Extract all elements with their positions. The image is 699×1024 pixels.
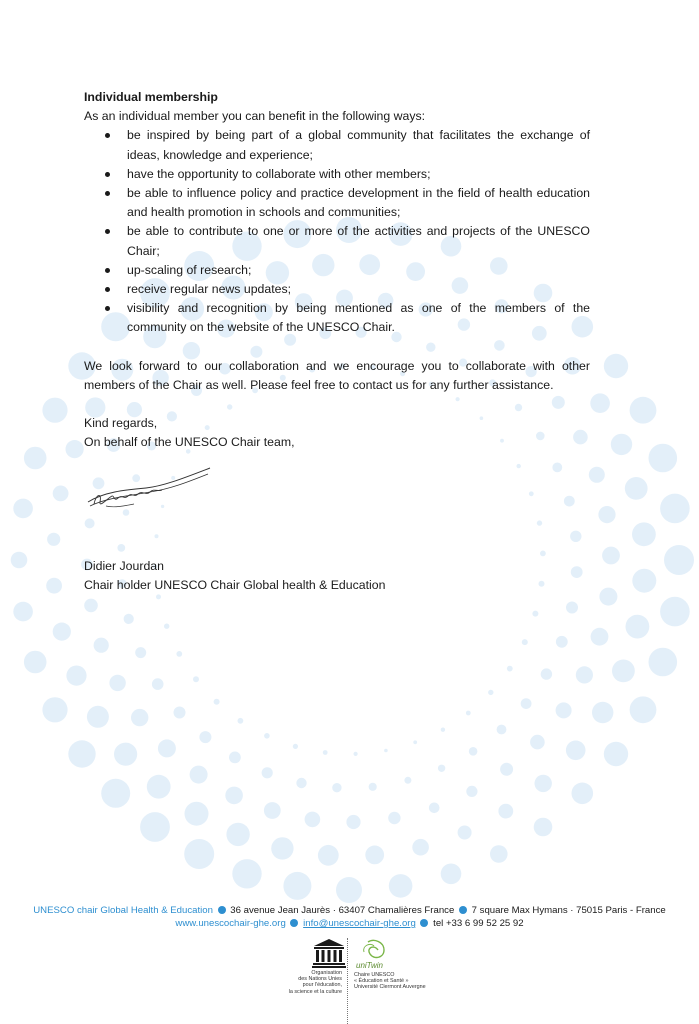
decorative-dot <box>42 398 67 423</box>
decorative-dot <box>517 464 521 468</box>
decorative-dot <box>87 706 109 728</box>
decorative-dot <box>271 837 293 859</box>
list-item <box>84 184 590 222</box>
decorative-dot <box>84 599 98 613</box>
decorative-dot <box>365 846 384 865</box>
unitwin-logo-icon <box>354 938 392 972</box>
decorative-dot <box>140 812 170 842</box>
decorative-dot <box>566 741 586 761</box>
decorative-dot <box>305 812 321 828</box>
decorative-dot <box>535 775 552 792</box>
bullet-icon <box>105 229 110 234</box>
decorative-dot <box>296 778 306 788</box>
decorative-dot <box>498 804 513 819</box>
decorative-dot <box>13 602 33 622</box>
decorative-dot <box>521 698 532 709</box>
decorative-dot <box>388 812 400 824</box>
partner-logos <box>288 938 440 1024</box>
decorative-dot <box>193 676 199 682</box>
decorative-dot <box>336 877 362 903</box>
bullet-icon <box>105 172 110 177</box>
decorative-dot <box>318 845 339 866</box>
decorative-dot <box>571 566 583 578</box>
footer-website[interactable]: www.unescochair-ghe.org <box>175 918 286 929</box>
blue-dot-icon <box>459 906 467 914</box>
decorative-dot <box>264 733 270 739</box>
decorative-dot <box>413 740 417 744</box>
decorative-dot <box>630 397 657 424</box>
decorative-dot <box>117 544 125 552</box>
decorative-dot <box>190 766 208 784</box>
decorative-dot <box>24 651 47 674</box>
decorative-dot <box>576 666 593 683</box>
letter-body <box>84 88 590 452</box>
decorative-dot <box>226 823 249 846</box>
decorative-dot <box>68 740 95 767</box>
blue-dot-icon <box>290 919 298 927</box>
decorative-dot <box>632 569 656 593</box>
unitwin-chair-text <box>354 972 444 991</box>
decorative-dot <box>660 597 690 627</box>
decorative-dot <box>660 494 690 524</box>
unitwin-line: « Éducation et Santé » <box>354 978 409 985</box>
unesco-line: pour l'éducation, <box>302 982 342 989</box>
footer-address-line <box>0 904 699 917</box>
decorative-dot <box>438 765 445 772</box>
decorative-dot <box>109 675 125 691</box>
list-item <box>84 299 590 337</box>
logo-divider <box>347 938 349 1024</box>
decorative-dot <box>135 647 146 658</box>
letterhead-footer <box>0 904 699 930</box>
signer-block <box>84 557 385 595</box>
decorative-dot <box>540 551 546 557</box>
decorative-dot <box>570 531 581 542</box>
decorative-dot <box>124 614 134 624</box>
blue-dot-icon <box>420 919 428 927</box>
decorative-dot <box>85 518 95 528</box>
decorative-dot <box>604 742 628 766</box>
decorative-dot <box>66 440 84 458</box>
unesco-logo-icon <box>312 938 346 968</box>
decorative-dot <box>94 638 109 653</box>
decorative-dot <box>441 864 462 885</box>
list-item <box>84 261 590 280</box>
intro-text: As an individual member you can benefit in the following ways: <box>84 109 426 124</box>
decorative-dot <box>225 787 243 805</box>
decorative-dot <box>152 678 164 690</box>
decorative-dot <box>534 818 553 837</box>
decorative-dot <box>532 611 538 617</box>
decorative-dot <box>13 499 33 519</box>
decorative-dot <box>232 859 261 888</box>
decorative-dot <box>101 779 130 808</box>
decorative-dot <box>176 651 182 657</box>
list-item <box>84 222 590 260</box>
benefit-text: be inspired by being part of a global community that facilitates the exchange of ideas, knowledge and experience; <box>127 128 590 162</box>
decorative-dot <box>649 444 678 473</box>
decorative-dot <box>158 739 176 757</box>
unitwin-line: Université Clermont Auvergne <box>354 984 426 991</box>
decorative-dot <box>53 486 69 502</box>
unesco-line: Organisation <box>311 970 342 976</box>
decorative-dot <box>592 702 613 723</box>
decorative-dot <box>66 666 86 686</box>
decorative-dot <box>590 393 610 413</box>
decorative-dot <box>155 534 159 538</box>
decorative-dot <box>589 467 605 483</box>
decorative-dot <box>497 725 507 735</box>
decorative-dot <box>293 744 298 749</box>
decorative-dot <box>185 802 209 826</box>
decorative-dot <box>47 533 60 546</box>
unesco-line: la science et la culture <box>288 988 342 995</box>
decorative-dot <box>429 803 440 814</box>
decorative-dot <box>564 496 575 507</box>
decorative-dot <box>604 354 628 378</box>
decorative-dot <box>625 477 648 500</box>
decorative-dot <box>131 709 148 726</box>
decorative-dot <box>11 552 28 569</box>
decorative-dot <box>24 447 47 470</box>
decorative-dot <box>389 874 413 898</box>
decorative-dot <box>262 767 273 778</box>
decorative-dot <box>522 639 528 645</box>
decorative-dot <box>664 545 694 575</box>
blue-dot-icon <box>218 906 226 914</box>
decorative-dot <box>591 628 609 646</box>
decorative-dot <box>42 697 67 722</box>
footer-address-2: 7 square Max Hymans · 75015 Paris - France <box>471 905 666 916</box>
decorative-dot <box>384 749 388 753</box>
list-item <box>84 165 590 184</box>
decorative-dot <box>466 786 477 797</box>
decorative-dot <box>214 699 220 705</box>
decorative-dot <box>412 839 429 856</box>
decorative-dot <box>147 775 171 799</box>
decorative-dot <box>539 581 545 587</box>
decorative-dot <box>572 783 594 805</box>
unitwin-line: Chaire UNESCO <box>354 972 395 978</box>
decorative-dot <box>283 872 311 900</box>
bullet-icon <box>105 133 110 138</box>
footer-email-link[interactable]: info@unescochair-ghe.org <box>303 918 416 929</box>
decorative-dot <box>46 578 62 594</box>
decorative-dot <box>199 731 211 743</box>
handwritten-signature <box>84 462 214 518</box>
bullet-icon <box>105 191 110 196</box>
unesco-line: des Nations Unies <box>298 976 342 983</box>
decorative-dot <box>264 802 281 819</box>
closing-paragraph: We look forward to our collaboration and we encourage you to collaborate with other members of the Chair as well. Please feel free to contact us for any further assistance. <box>84 358 590 392</box>
decorative-dot <box>164 624 169 629</box>
decorative-dot <box>323 750 328 755</box>
footer-org-name: UNESCO chair Global Health & Education <box>33 905 213 916</box>
decorative-dot <box>441 728 445 732</box>
benefit-text: receive regular news updates; <box>127 282 292 297</box>
bullet-icon <box>105 268 110 273</box>
signer-title: Chair holder UNESCO Chair Global health & Education <box>84 578 386 593</box>
decorative-dot <box>507 666 513 672</box>
bullet-icon <box>105 306 110 311</box>
footer-contact-line <box>0 917 699 930</box>
decorative-dot <box>490 845 508 863</box>
decorative-dot <box>552 463 562 473</box>
decorative-dot <box>488 690 493 695</box>
decorative-dot <box>611 434 632 455</box>
decorative-dot <box>649 648 678 677</box>
decorative-dot <box>354 752 358 756</box>
decorative-dot <box>238 718 244 724</box>
footer-phone: tel +33 6 99 52 25 92 <box>433 918 524 929</box>
footer-address-1: 36 avenue Jean Jaurès · 63407 Chamalières France <box>230 905 455 916</box>
decorative-dot <box>599 588 617 606</box>
list-item <box>84 126 590 164</box>
benefit-text: up-scaling of research; <box>127 262 252 277</box>
decorative-dot <box>529 491 534 496</box>
section-heading: Individual membership <box>84 90 218 104</box>
decorative-dot <box>174 707 186 719</box>
decorative-dot <box>500 763 513 776</box>
bullet-icon <box>105 287 110 292</box>
decorative-dot <box>541 668 552 679</box>
decorative-dot <box>458 826 472 840</box>
decorative-dot <box>612 660 635 683</box>
benefit-text: be able to contribute to one or more of the activities and projects of the UNESCO Chair; <box>127 224 590 258</box>
regards-line: Kind regards, <box>84 416 158 431</box>
decorative-dot <box>229 752 241 764</box>
decorative-dot <box>556 702 572 718</box>
benefit-text: have the opportunity to collaborate with other members; <box>127 166 431 181</box>
benefit-text: visibility and recognition by being mentioned as one of the members of the community on the website of the UNESCO Chair. <box>127 301 590 335</box>
decorative-dot <box>556 636 568 648</box>
signer-name: Didier Jourdan <box>84 559 164 573</box>
decorative-dot <box>566 602 578 614</box>
decorative-dot <box>332 783 341 792</box>
benefit-text: be able to influence policy and practice development in the field of health education and health promotion in schools and communities; <box>127 186 590 220</box>
decorative-dot <box>369 783 377 791</box>
decorative-dot <box>626 615 650 639</box>
svg-text:uniTwin: uniTwin <box>356 961 383 970</box>
decorative-dot <box>530 735 545 750</box>
decorative-dot <box>466 711 471 716</box>
decorative-dot <box>114 743 137 766</box>
decorative-dot <box>632 522 656 546</box>
decorative-dot <box>346 815 360 829</box>
benefits-list <box>84 126 590 337</box>
decorative-dot <box>469 747 478 756</box>
on-behalf-line: On behalf of the UNESCO Chair team, <box>84 435 295 450</box>
list-item <box>84 280 590 299</box>
decorative-dot <box>602 547 620 565</box>
unesco-org-text <box>272 970 342 995</box>
decorative-dot <box>598 506 615 523</box>
decorative-dot <box>404 777 411 784</box>
decorative-dot <box>53 623 71 641</box>
decorative-dot <box>537 520 542 525</box>
decorative-dot <box>630 696 657 723</box>
decorative-dot <box>184 839 214 869</box>
